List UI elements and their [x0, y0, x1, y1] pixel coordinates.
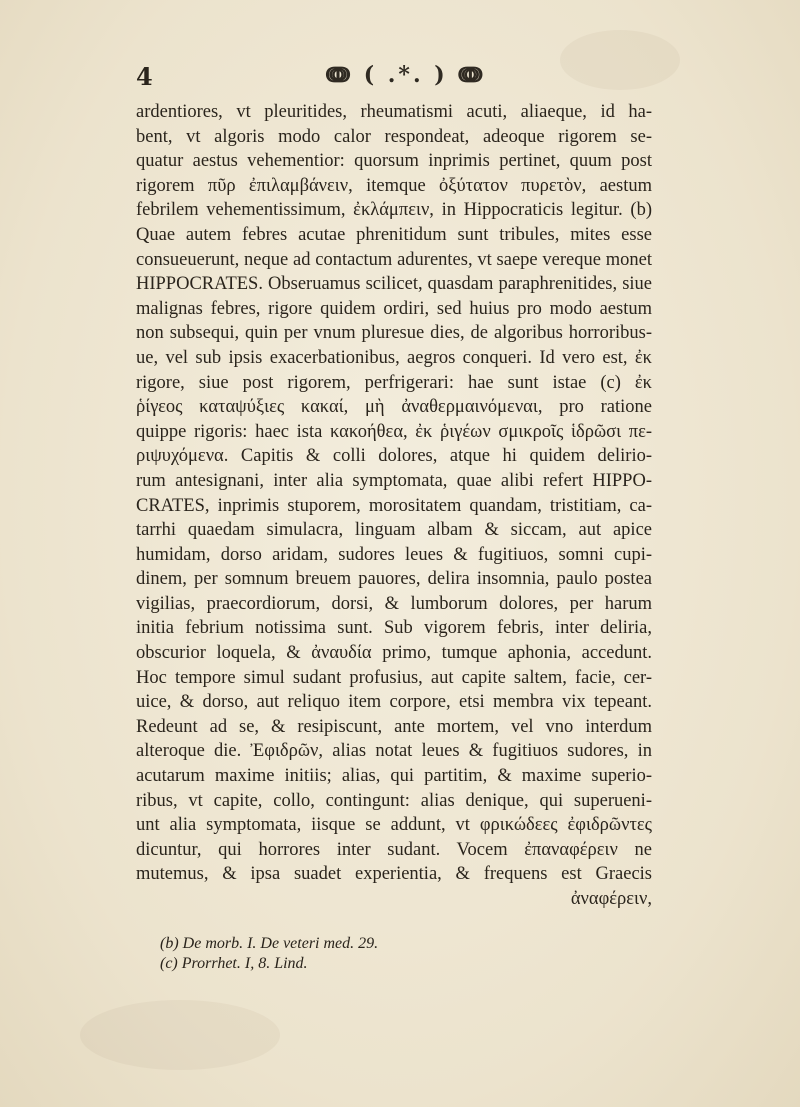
footnote-b: (b) De morb. I. De veteri med. 29.	[160, 935, 379, 952]
text-line: quippe rigoris: haec ista κακοήθεα, ἐκ ῥιγέων σμικροῖς ἱδρῶσι πε-	[136, 421, 652, 442]
page-header	[136, 58, 690, 98]
text-line: obscurior loquela, & ἀναυδία primo, tumque aphonia, accedunt.	[136, 643, 652, 664]
text-line: rigore, siue post rigorem, perfrigerari: hae sunt istae (c) ἐκ	[136, 372, 652, 393]
text-line: CRATES, inprimis stuporem, morositatem quandam, tristitiam, ca-	[136, 495, 652, 516]
text-line: vigilias, praecordiorum, dorsi, & lumborum dolores, per harum	[136, 593, 652, 614]
page-number: 4	[136, 62, 153, 91]
footnote-c: (c) Prorrhet. I, 8. Lind.	[160, 955, 308, 972]
text-line: febrilem vehementissimum, ἐκλάμπειν, in Hippocraticis legitur. (b)	[136, 200, 652, 221]
text-line: rum antesignani, inter alia symptomata, quae alibi refert HIPPO-	[136, 470, 652, 491]
text-line: non subsequi, quin per vnum pluresue dies, de algoribus horroribus-	[136, 323, 652, 344]
text-line: dinem, per somnum breuem pauores, delira insomnia, paulo postea	[136, 569, 652, 590]
text-line: Redeunt ad se, & resipiscunt, ante mortem, vel vno interdum	[136, 716, 652, 737]
text-line: alteroque die. Ἐφιδρῶν, alias notat leues & fugitiuos sudores, in	[136, 741, 652, 762]
text-line: humidam, dorso aridam, sudores leues & fugitiuos, somni cupi-	[136, 544, 652, 565]
text-line: HIPPOCRATES. Obseruamus scilicet, quasdam paraphrenitides, siue	[136, 274, 652, 295]
paper-stain	[80, 1000, 280, 1070]
text-line: bent, vt algoris modo calor respondeat, adeoque rigorem se-	[136, 126, 652, 147]
text-line: Hoc tempore simul sudant profusius, aut capite saltem, facie, cer-	[136, 667, 652, 688]
header-ornament: ↈ ( .*. ) ↈ	[326, 62, 486, 88]
text-line: consueuerunt, neque ad contactum adurentes, vt saepe vereque monet	[136, 249, 652, 270]
text-line: initia febrium notissima sunt. Sub vigorem febris, inter deliria,	[136, 618, 652, 639]
text-line: rigorem πῦρ ἐπιλαμβάνειν, itemque ὀξύτατον πυρετὸν, aestum	[136, 175, 652, 196]
text-line: mutemus, & ipsa suadet experientia, & frequens est Graecis	[136, 864, 652, 885]
text-line: tarrhi quaedam simulacra, linguam albam & siccam, aut apice	[136, 520, 652, 541]
text-line: dicuntur, qui horrores inter sudant. Vocem ἐπαναφέρειν ne	[136, 839, 652, 860]
text-line: acutarum maxime initiis; alias, qui partitim, & maxime superio-	[136, 766, 652, 787]
text-line: unt alia symptomata, iisque se addunt, vt φρικώδεες ἐφιδρῶντες	[136, 815, 652, 836]
text-line: ue, vel sub ipsis exacerbationibus, aegros conqueri. Id vero est, ἐκ	[136, 347, 652, 368]
text-line: ardentiores, vt pleuritides, rheumatismi acuti, aliaeque, id ha-	[136, 102, 652, 122]
footnotes	[160, 934, 620, 974]
text-line: ribus, vt capite, collo, contingunt: alias denique, qui superueni-	[136, 790, 652, 811]
text-line: malignas febres, rigore quidem ordiri, sed huius pro modo aestum	[136, 298, 652, 319]
body-text	[136, 100, 652, 912]
text-line: ριψυχόμενα. Capitis & colli dolores, atque hi quidem delirio-	[136, 446, 652, 467]
text-line: ῥίγεος καταψύξιες κακαί, μὴ ἀναθερμαινόμεναι, pro ratione	[136, 397, 652, 418]
text-line: Quae autem febres acutae phrenitidum sunt tribules, mites esse	[136, 224, 652, 245]
catchword: ἀναφέρειν,	[570, 889, 652, 909]
text-line: uice, & dorso, aut reliquo item corpore, etsi membra vix tepeant.	[136, 692, 652, 713]
text-line: quatur aestus vehementior: quorsum inprimis pertinet, quum post	[136, 151, 652, 172]
